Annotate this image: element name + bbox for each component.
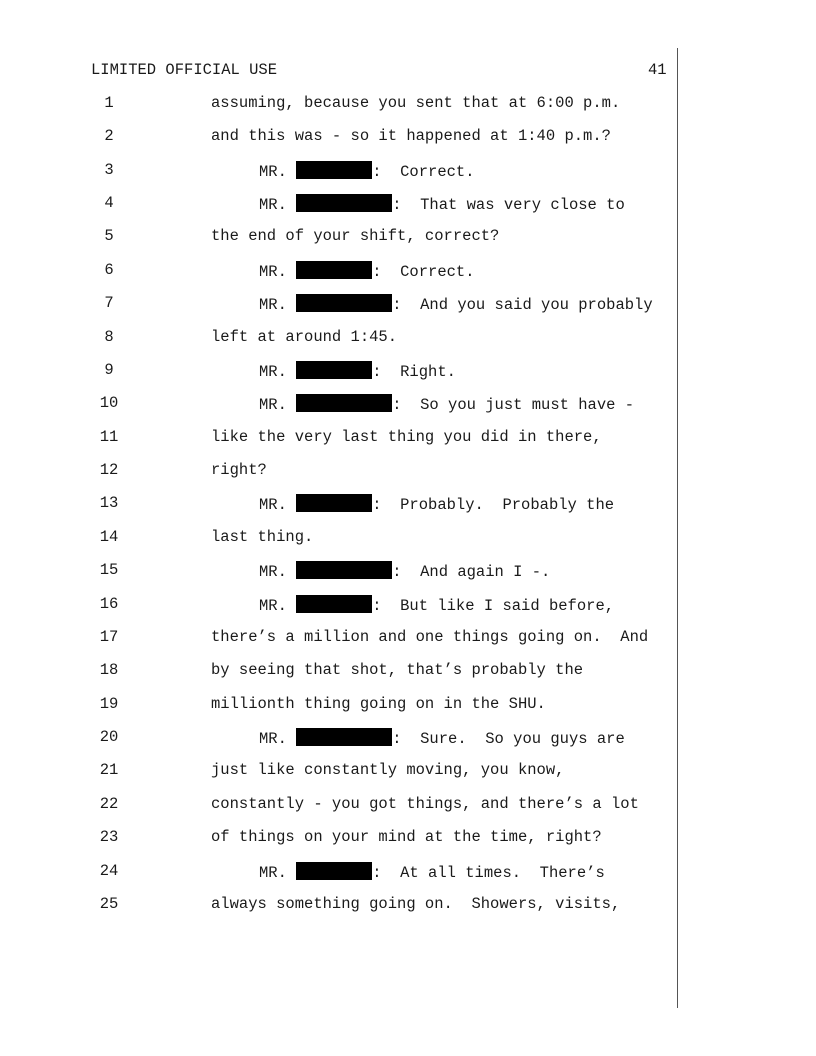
line-text: millionth thing going on in the SHU. [211, 694, 546, 713]
line-number: 2 [104, 127, 114, 146]
line-text: right? [211, 461, 267, 480]
line-text: always something going on. Showers, visits, [211, 894, 621, 913]
redaction-box [296, 261, 372, 279]
line-number: 20 [99, 728, 119, 747]
transcript-line [0, 628, 816, 652]
line-number: 21 [99, 761, 119, 780]
line-text: like the very last thing you did in there, [211, 427, 602, 446]
speaker-line [259, 194, 625, 214]
transcript-line [0, 595, 816, 619]
line-number: 23 [99, 828, 119, 847]
speaker-prefix: MR. [259, 262, 287, 281]
redaction-box [296, 294, 392, 312]
redaction-box [296, 728, 392, 746]
transcript-line [0, 428, 816, 452]
transcript-line [0, 127, 816, 151]
speaker-prefix: MR. [259, 196, 287, 215]
speaker-text: : That was very close to [392, 196, 625, 215]
transcript-line [0, 394, 816, 418]
redaction-box [296, 494, 372, 512]
redaction-box [296, 161, 372, 179]
speaker-text: : And you said you probably [392, 296, 653, 315]
transcript-line [0, 94, 816, 118]
line-number: 24 [99, 861, 119, 880]
page-number: 41 [648, 61, 667, 79]
line-number: 22 [99, 794, 119, 813]
transcript-line [0, 828, 816, 852]
transcript-line [0, 161, 816, 185]
transcript-line [0, 895, 816, 919]
line-text: left at around 1:45. [211, 327, 398, 346]
speaker-prefix: MR. [259, 296, 287, 315]
speaker-text: : At all times. There’s [372, 863, 605, 882]
line-number: 14 [99, 527, 119, 546]
speaker-text: : Correct. [372, 262, 475, 281]
line-number: 4 [104, 194, 114, 213]
transcript-line [0, 194, 816, 218]
line-number: 3 [104, 160, 114, 179]
redaction-box [296, 595, 372, 613]
redaction-box [296, 361, 372, 379]
line-text: and this was - so it happened at 1:40 p.m.? [211, 127, 611, 146]
redaction-box [296, 561, 392, 579]
line-number: 5 [104, 227, 114, 246]
speaker-line [259, 294, 653, 314]
line-text: the end of your shift, correct? [211, 227, 500, 246]
speaker-text: : And again I -. [392, 563, 551, 582]
speaker-line [259, 494, 614, 514]
line-text: last thing. [211, 527, 314, 546]
redaction-box [296, 862, 372, 880]
transcript-line [0, 528, 816, 552]
speaker-prefix: MR. [259, 362, 287, 381]
line-text: constantly - you got things, and there’s a lot [211, 794, 639, 813]
speaker-line [259, 161, 475, 181]
line-text: of things on your mind at the time, right? [211, 828, 602, 847]
line-number: 17 [99, 627, 119, 646]
speaker-text: : Correct. [372, 162, 475, 181]
transcript-line [0, 761, 816, 785]
transcript-line [0, 695, 816, 719]
transcript-line [0, 561, 816, 585]
speaker-line [259, 261, 475, 281]
line-number: 12 [99, 461, 119, 480]
speaker-prefix: MR. [259, 162, 287, 181]
speaker-line [259, 561, 550, 581]
transcript-line [0, 361, 816, 385]
speaker-prefix: MR. [259, 863, 287, 882]
transcript-line [0, 294, 816, 318]
line-number: 8 [104, 327, 114, 346]
line-number: 25 [99, 894, 119, 913]
line-text: just like constantly moving, you know, [211, 761, 565, 780]
line-number: 6 [104, 260, 114, 279]
transcript-line [0, 261, 816, 285]
line-text: there’s a million and one things going on. And [211, 627, 649, 646]
line-number: 11 [99, 427, 119, 446]
speaker-prefix: MR. [259, 496, 287, 515]
redaction-box [296, 194, 392, 212]
line-number: 15 [99, 561, 119, 580]
transcript-line [0, 328, 816, 352]
speaker-line [259, 394, 634, 414]
transcript-line [0, 494, 816, 518]
speaker-text: : Right. [372, 362, 456, 381]
speaker-line [259, 728, 625, 748]
line-number: 10 [99, 394, 119, 413]
line-text: assuming, because you sent that at 6:00 p.m. [211, 94, 621, 112]
line-number: 1 [104, 94, 114, 112]
speaker-line [259, 595, 614, 615]
line-number: 9 [104, 360, 114, 379]
transcript-line [0, 728, 816, 752]
transcript-line [0, 661, 816, 685]
speaker-text: : So you just must have - [392, 396, 635, 415]
line-number: 16 [99, 594, 119, 613]
speaker-text: : Probably. Probably the [372, 496, 615, 515]
speaker-prefix: MR. [259, 396, 287, 415]
classification-header: LIMITED OFFICIAL USE [91, 61, 278, 79]
speaker-prefix: MR. [259, 563, 287, 582]
speaker-prefix: MR. [259, 730, 287, 749]
line-number: 19 [99, 694, 119, 713]
line-number: 18 [99, 661, 119, 680]
speaker-text: : Sure. So you guys are [392, 730, 625, 749]
speaker-prefix: MR. [259, 596, 287, 615]
speaker-text: : But like I said before, [372, 596, 615, 615]
transcript-line [0, 862, 816, 886]
line-number: 13 [99, 494, 119, 513]
line-text: by seeing that shot, that’s probably the [211, 661, 584, 680]
redaction-box [296, 394, 392, 412]
speaker-line [259, 862, 605, 882]
line-number: 7 [104, 294, 114, 313]
transcript-line [0, 461, 816, 485]
transcript-line [0, 795, 816, 819]
transcript-line [0, 227, 816, 251]
speaker-line [259, 361, 456, 381]
